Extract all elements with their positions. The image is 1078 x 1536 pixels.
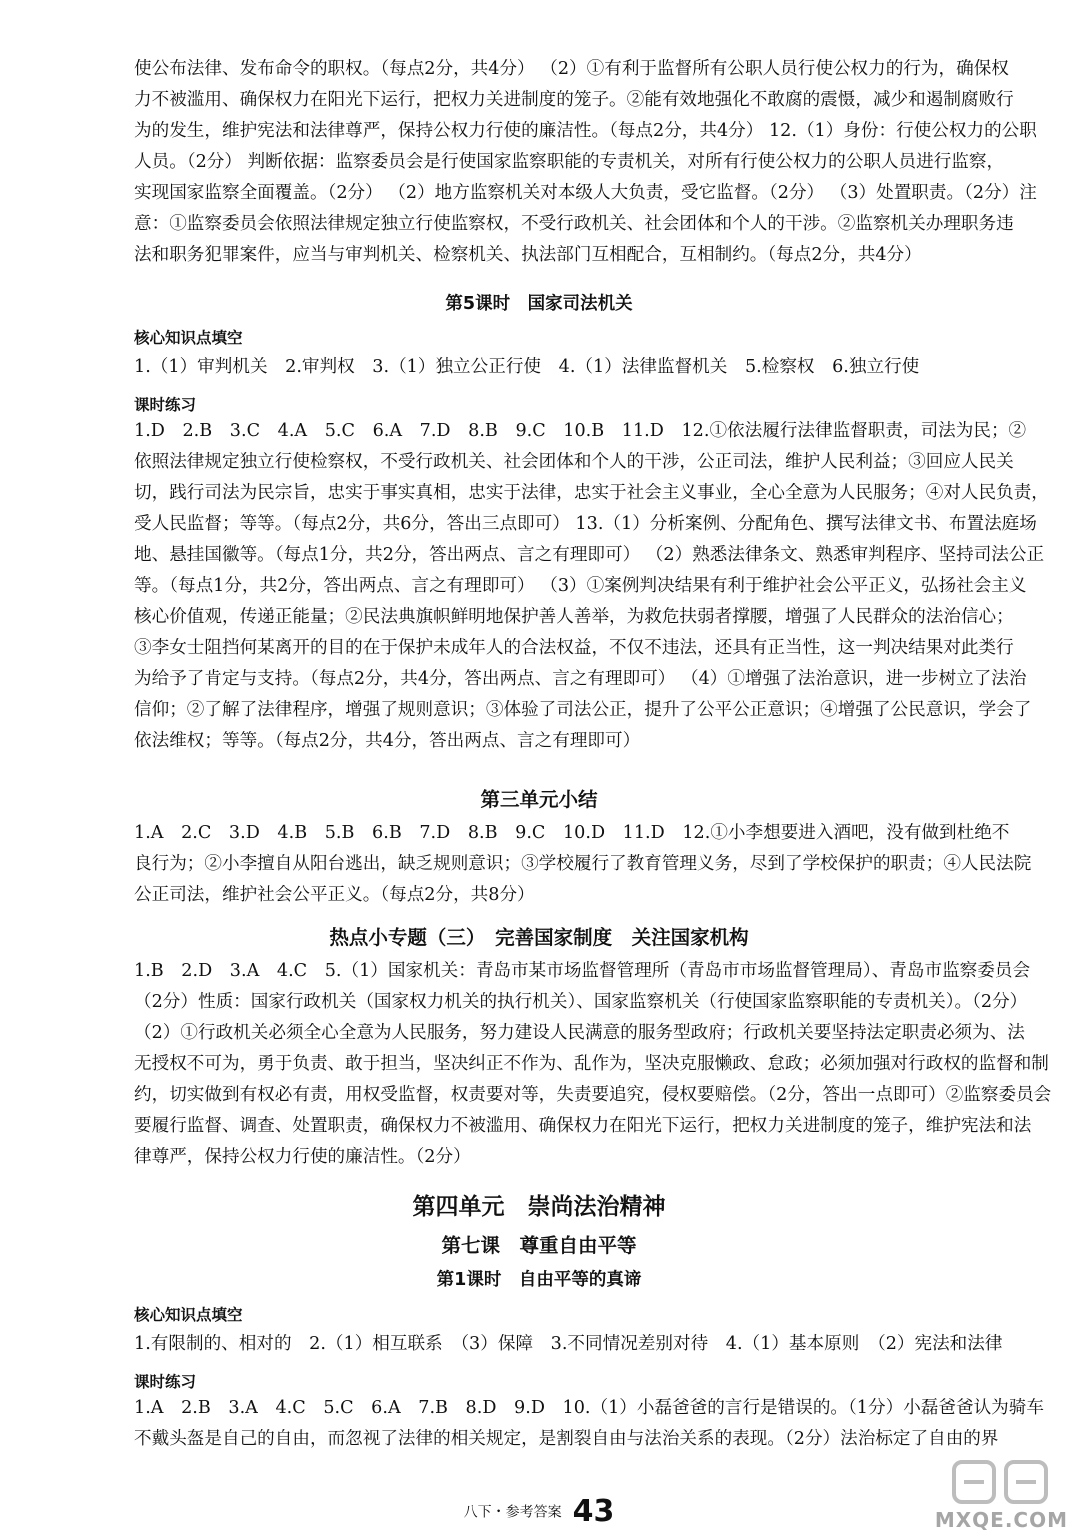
watermark-logo-icon [950, 1456, 1060, 1508]
text-line: 核心价值观，传递正能量；②民法典旗帜鲜明地保护善人善举，为救危扶弱者撑腰，增强了人民群众的法治信心； [134, 607, 1014, 627]
unit3-summary-title: 第三单元小结 [480, 788, 598, 811]
text-line: ③李女士阻挡何某离开的目的在于保护未成年人的合法权益，不仅不违法，还具有正当性，这一判决结果对此类行 [134, 638, 1014, 658]
text-line: 意：①监察委员会依照法律规定独立行使监察权，不受行政机关、社会团体和个人的干涉。②监察机关办理职务违 [134, 214, 1014, 234]
text-line: 依法维权；等等。（每点2分，共4分，答出两点、言之有理即可） [134, 731, 641, 751]
footer-label: 八下・参考答案 [463, 1504, 562, 1521]
text-line: 公正司法，维护社会公平正义。（每点2分，共8分） [134, 885, 535, 905]
core-knowledge-answers: 1.有限制的、相对的 2.（1）相互联系 （3）保障 3.不同情况差别对待 4.（1）基本原则 （2）宪法和法律 [134, 1334, 1003, 1354]
text-line: 实现国家监察全面覆盖。（2分） （2）地方监察机关对本级人大负责，受它监督。（2分） （3）处置职责。（2分）注 [134, 183, 1037, 203]
text-line: 使公布法律、发布命令的职权。（每点2分，共4分） （2）①有利于监督所有公职人员行使公权力的行为，确保权 [134, 59, 1009, 79]
continued-answer-block [134, 54, 1078, 271]
practice-label: 课时练习 [134, 396, 197, 414]
text-line: （2分）性质：国家行政机关（国家权力机关的执行机关）、国家监察机关（行使国家监察职能的专责机关）。（2分） [134, 992, 1028, 1012]
text-line: 不戴头盔是自己的自由，而忽视了法律的相关规定，是割裂自由与法治关系的表现。（2分）法治标定了自由的界 [134, 1429, 999, 1449]
text-line: 律尊严，保持公权力行使的廉洁性。（2分） [134, 1147, 471, 1167]
practice-label: 课时练习 [134, 1373, 197, 1391]
text-line: 1.A 2.B 3.A 4.C 5.C 6.A 7.B 8.D 9.D 10.（1）小磊爸爸的言行是错误的。（1分）小磊爸爸认为骑车 [134, 1398, 1044, 1418]
text-line: 依照法律规定独立行使检察权，不受行政机关、社会团体和个人的干涉，公正司法，维护人民利益；③回应人民关 [134, 452, 1014, 472]
text-line: 约，切实做到有权必有责，用权受监督，权责要对等，失责要追究，侵权要赔偿。（2分，答出一点即可）②监察委员会 [134, 1085, 1052, 1105]
watermark [888, 1456, 1068, 1532]
hot-topic-block [134, 956, 1078, 1173]
hot-topic-title: 热点小专题（三） 完善国家制度 关注国家机构 [329, 926, 749, 949]
text-line: 为的发生，维护宪法和法律尊严，保持公权力行使的廉洁性。（每点2分，共4分） 12.（1）身份：行使公权力的公职 [134, 121, 1037, 141]
text-line: （2）①行政机关必须全心全意为人民服务，努力建设人民满意的服务型政府；行政机关要坚持法定职责必须为、法 [134, 1023, 1025, 1043]
text-line: 法和职务犯罪案件，应当与审判机关、检察机关、执法部门互相配合，互相制约。（每点2分，共4分） [134, 245, 922, 265]
text-line: 地、悬挂国徽等。（每点1分，共2分，答出两点、言之有理即可） （2）熟悉法律条文、熟悉审判程序、坚持司法公正 [134, 545, 1045, 565]
period1-title: 第1课时 自由平等的真谛 [436, 1270, 642, 1290]
text-line: 无授权不可为，勇于负责、敢于担当，坚决纠正不作为、乱作为，坚决克服懒政、怠政；必须加强对行政权的监督和制 [134, 1054, 1049, 1074]
text-line: 为给予了肯定与支持。（每点2分，共4分，答出两点、言之有理即可） （4）①增强了法治意识，进一步树立了法治 [134, 669, 1027, 689]
text-line: 1.B 2.D 3.A 4.C 5.（1）国家机关：青岛市某市场监督管理所（青岛市市场监督管理局）、青岛市监察委员会 [134, 961, 1031, 981]
unit3-summary-block [134, 818, 1078, 911]
text-line: 1.A 2.C 3.D 4.B 5.B 6.B 7.D 8.B 9.C 10.D 11.D 12.①小李想要进入酒吧，没有做到杜绝不 [134, 823, 1010, 843]
text-line: 力不被滥用、确保权力在阳光下运行，把权力关进制度的笼子。②能有效地强化不敢腐的震慑，减少和遏制腐败行 [134, 90, 1014, 110]
text-line: 受人民监督；等等。（每点2分，共6分，答出三点即可） 13.（1）分析案例、分配角色、撰写法律文书、布置法庭场 [134, 514, 1037, 534]
lesson5-practice-block [134, 416, 1078, 757]
core-knowledge-label: 核心知识点填空 [134, 1306, 243, 1324]
text-line: 人员。（2分） 判断依据：监察委员会是行使国家监察职能的专责机关，对所有行使公权力的公职人员进行监察， [134, 152, 1005, 172]
lesson7-title: 第七课 尊重自由平等 [441, 1234, 637, 1257]
core-knowledge-answers: 1.（1）审判机关 2.审判权 3.（1）独立公正行使 4.（1）法律监督机关 5.检察权 6.独立行使 [134, 357, 920, 377]
unit4-practice-block [134, 1393, 1078, 1455]
lesson5-title: 第5课时 国家司法机关 [445, 294, 633, 314]
unit4-title: 第四单元 崇尚法治精神 [412, 1194, 666, 1220]
core-knowledge-label: 核心知识点填空 [134, 329, 243, 347]
text-line: 1.D 2.B 3.C 4.A 5.C 6.A 7.D 8.B 9.C 10.B 11.D 12.①依法履行法律监督职责，司法为民；② [134, 421, 1027, 441]
watermark-text: MXQE.COM [934, 1508, 1068, 1532]
text-line: 切，践行司法为民宗旨，忠实于事实真相，忠实于法律，忠实于社会主义事业，全心全意为人民服务；④对人民负责， [134, 483, 1049, 503]
text-line: 要履行监督、调查、处置职责，确保权力不被滥用、确保权力在阳光下运行，把权力关进制度的笼子，维护宪法和法 [134, 1116, 1032, 1136]
text-line: 等。（每点1分，共2分，答出两点、言之有理即可） （3）①案例判决结果有利于维护社会公平正义，弘扬社会主义 [134, 576, 1027, 596]
text-line: 良行为；②小李擅自从阳台逃出，缺乏规则意识；③学校履行了教育管理义务，尽到了学校保护的职责；④人民法院 [134, 854, 1032, 874]
text-line: 信仰；②了解了法律程序，增强了规则意识；③体验了司法公正，提升了公平公正意识；④增强了公民意识，学会了 [134, 700, 1032, 720]
page-number: 43 [572, 1494, 615, 1529]
